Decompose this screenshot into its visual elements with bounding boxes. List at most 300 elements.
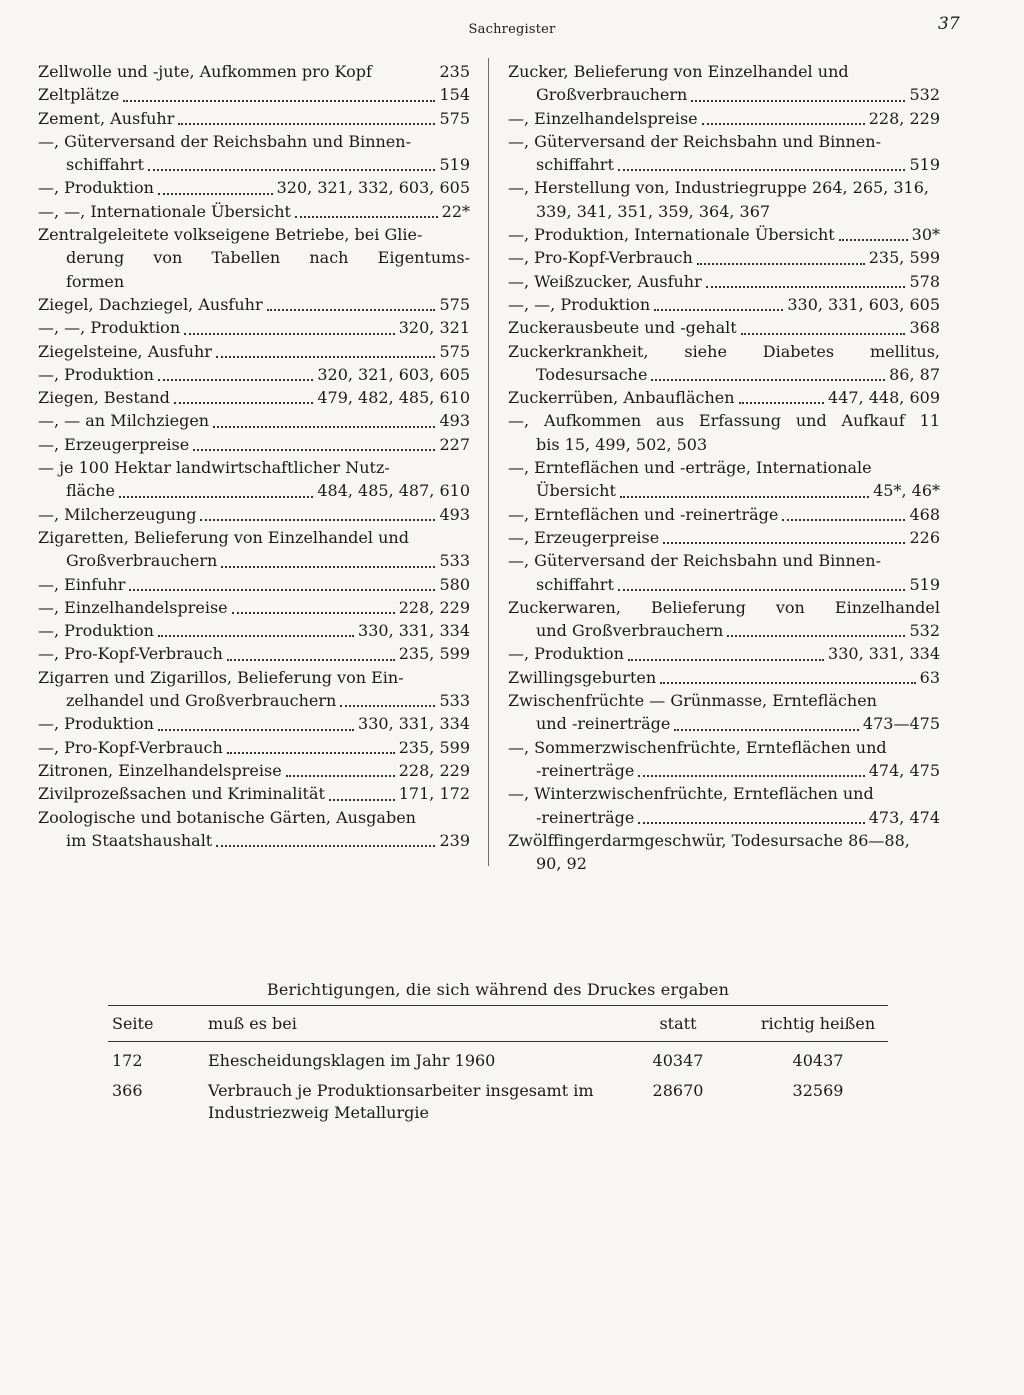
entry-text: —, Pro-Kopf-Verbrauch <box>508 248 693 268</box>
entry-pages: 533 <box>439 551 470 571</box>
index-entry-line <box>508 293 940 316</box>
index-entry <box>508 526 940 549</box>
index-entry <box>38 200 470 223</box>
entry-pages: 235, 599 <box>398 644 470 664</box>
dot-leader <box>213 426 435 428</box>
entry-text: —, Erzeugerpreise <box>38 434 190 454</box>
index-entry <box>38 503 470 526</box>
entry-text: Zucker, Belieferung von Einzelhandel und <box>508 62 849 81</box>
entry-pages: 493 <box>439 411 470 431</box>
entry-text: formen <box>66 271 125 291</box>
index-entry <box>508 666 940 689</box>
entry-text: —, Produktion <box>38 714 154 734</box>
header-page: Seite <box>112 1014 154 1033</box>
index-entry <box>508 689 940 736</box>
dot-leader <box>193 449 435 451</box>
entry-pages: 227 <box>439 434 470 454</box>
index-entry-line <box>38 596 470 619</box>
index-entry-line <box>508 736 940 759</box>
entry-text: —, Pro-Kopf-Verbrauch <box>38 737 223 757</box>
index-entry <box>508 293 940 316</box>
index-entry-line <box>38 479 470 502</box>
entry-pages: 330, 331, 334 <box>828 644 940 664</box>
entry-text: Zentralgeleitete volkseigene Betriebe, bei Glie- <box>38 225 423 245</box>
index-entry-line <box>38 689 470 712</box>
entry-text: Zuckerwaren, Belieferung von Einzelhandel <box>508 597 940 617</box>
entry-pages: 479, 482, 485, 610 <box>317 388 470 408</box>
page-number: 37 <box>938 14 960 34</box>
dot-leader <box>221 566 435 568</box>
header-statt: statt <box>659 1014 697 1033</box>
entry-text: —, Weißzucker, Ausfuhr <box>508 271 702 291</box>
index-column-left <box>38 60 470 852</box>
entry-text: —, —, Produktion <box>508 294 651 314</box>
entry-text: -reinerträge <box>536 807 635 827</box>
entry-text: schiffahrt <box>66 155 144 175</box>
entry-pages: 235, 599 <box>868 248 940 268</box>
entry-text: 339, 341, 351, 359, 364, 367 <box>536 201 771 221</box>
index-entry-line <box>508 596 940 619</box>
entry-pages: 239 <box>439 830 470 850</box>
index-entry-line <box>508 829 940 852</box>
entry-text: Zwischenfrüchte — Grünmasse, Ernteflächen <box>508 691 877 711</box>
entry-text: -reinerträge <box>536 760 635 780</box>
index-entry-line <box>38 549 470 572</box>
dot-leader <box>727 635 905 637</box>
dot-leader <box>839 239 908 241</box>
index-entry-line <box>508 340 940 363</box>
entry-text: schiffahrt <box>536 155 614 175</box>
index-entry <box>38 806 470 853</box>
dot-leader <box>119 496 313 498</box>
index-entry <box>508 829 940 876</box>
entry-text: —, Ernteflächen und -reinerträge <box>508 504 779 524</box>
index-entry <box>38 176 470 199</box>
dot-leader <box>267 309 436 311</box>
dot-leader <box>158 635 354 637</box>
entry-pages: 330, 331, 603, 605 <box>787 294 940 314</box>
entry-pages: 63 <box>919 667 940 687</box>
index-entry-line <box>508 153 940 176</box>
entry-text: und -reinerträge <box>536 714 671 734</box>
entry-text: —, Milcherzeugung <box>38 504 197 524</box>
entry-text: Zellwolle und -jute, Aufkommen pro Kopf <box>38 62 372 81</box>
index-entry <box>508 223 940 246</box>
entry-pages: 575 <box>439 108 470 128</box>
entry-pages: 30* <box>911 225 940 245</box>
entry-text: —, Ernteflächen und -erträge, Internationale <box>508 458 872 478</box>
index-entry-line <box>38 340 470 363</box>
index-entry <box>508 107 940 130</box>
index-entry-line <box>38 130 470 153</box>
index-entry-line <box>38 759 470 782</box>
index-entry-line <box>38 712 470 735</box>
table-row <box>108 1072 888 1124</box>
entry-pages: 320, 321, 603, 605 <box>317 364 470 384</box>
entry-text: Zement, Ausfuhr <box>38 108 175 128</box>
index-entry-line <box>38 153 470 176</box>
entry-text: —, Winterzwischenfrüchte, Ernteflächen und <box>508 784 874 804</box>
index-entry-line <box>38 829 470 852</box>
row-text: Ehescheidungsklagen im Jahr 1960 <box>208 1051 496 1070</box>
entry-pages: 533 <box>439 691 470 711</box>
index-entry-line <box>508 666 940 689</box>
dot-leader <box>158 379 313 381</box>
index-entry-line <box>38 223 470 246</box>
entry-pages: 519 <box>909 155 940 175</box>
index-entry-line <box>508 83 940 106</box>
entry-text: —, Aufkommen aus Erfassung und Aufkauf 11 <box>508 411 940 431</box>
index-entry-line <box>38 573 470 596</box>
dot-leader <box>702 123 865 125</box>
entry-text: 90, 92 <box>536 854 587 874</box>
index-entry-line <box>508 806 940 829</box>
index-entry <box>508 782 940 829</box>
index-entry-line <box>508 479 940 502</box>
index-entry-line <box>508 526 940 549</box>
index-entry-line <box>508 60 940 83</box>
corrections-header-row <box>108 1006 888 1041</box>
entry-text: und Großverbrauchern <box>536 621 724 641</box>
entry-text: Großverbrauchern <box>536 85 688 105</box>
index-entry-line <box>38 363 470 386</box>
entry-text: —, Sommerzwischenfrüchte, Ernteflächen und <box>508 737 887 757</box>
entry-text: —, Produktion <box>508 644 624 664</box>
entry-text: Ziegen, Bestand <box>38 388 170 408</box>
index-entry <box>508 736 940 783</box>
index-entry <box>508 60 940 107</box>
entry-text: —, Güterversand der Reichsbahn und Binnen- <box>508 131 881 151</box>
dot-leader <box>638 822 864 824</box>
table-row <box>108 1042 888 1072</box>
index-entry-line <box>38 293 470 316</box>
index-entry <box>38 456 470 503</box>
index-entry-line <box>38 736 470 759</box>
entry-text: zelhandel und Großverbrauchern <box>66 691 337 711</box>
index-entry <box>38 573 470 596</box>
entry-text: —, Güterversand der Reichsbahn und Binnen- <box>508 551 881 571</box>
index-entry-line <box>508 433 940 456</box>
entry-text: im Staatshaushalt <box>66 830 213 850</box>
row-richtig: 40437 <box>792 1051 844 1070</box>
index-entry-line <box>38 619 470 642</box>
index-entry-line <box>38 503 470 526</box>
dot-leader <box>706 286 906 288</box>
header-text: muß es bei <box>208 1014 297 1033</box>
entry-pages: 320, 321 <box>398 318 470 338</box>
index-entry-line <box>38 200 470 223</box>
index-entry-line <box>38 246 470 269</box>
index-entry-line <box>38 456 470 479</box>
index-entry <box>508 246 940 269</box>
index-entry-line <box>508 642 940 665</box>
index-column-right <box>508 60 940 875</box>
index-entry <box>38 596 470 619</box>
index-entry-line <box>508 456 940 479</box>
index-entry-line <box>38 409 470 432</box>
index-entry <box>508 456 940 503</box>
index-entry-line <box>508 316 940 339</box>
index-entry-line <box>508 176 940 199</box>
index-entry-line <box>508 852 940 875</box>
entry-pages: 447, 448, 609 <box>828 388 940 408</box>
entry-pages: 474, 475 <box>868 760 940 780</box>
index-entry-line <box>38 806 470 829</box>
entry-text: —, —, Produktion <box>38 318 181 338</box>
entry-pages: 235, 599 <box>398 737 470 757</box>
entry-pages: 45*, 46* <box>873 481 940 501</box>
entry-pages: 330, 331, 334 <box>358 714 470 734</box>
index-entry <box>508 642 940 665</box>
index-entry-line <box>38 433 470 456</box>
entry-text: —, Produktion <box>38 178 154 198</box>
index-entry <box>38 712 470 735</box>
index-entry-line <box>508 200 940 223</box>
entry-text: bis 15, 499, 502, 503 <box>536 434 708 454</box>
index-entry <box>508 316 940 339</box>
dot-leader <box>158 193 273 195</box>
index-entry <box>38 223 470 293</box>
index-entry <box>38 363 470 386</box>
index-entry-line <box>38 386 470 409</box>
index-entry <box>508 386 940 409</box>
entry-pages: 330, 331, 334 <box>358 621 470 641</box>
index-entry <box>508 176 940 223</box>
entry-text: —, — an Milchziegen <box>38 411 210 431</box>
entry-text: —, Produktion <box>38 621 154 641</box>
entry-pages: 473—475 <box>862 714 940 734</box>
entry-pages: 368 <box>909 318 940 338</box>
index-entry <box>38 316 470 339</box>
dot-leader <box>638 775 864 777</box>
dot-leader <box>148 169 436 171</box>
entry-pages: 580 <box>439 574 470 594</box>
dot-leader <box>232 612 395 614</box>
dot-leader <box>651 379 885 381</box>
entry-pages: 519 <box>439 155 470 175</box>
entry-pages: 532 <box>909 621 940 641</box>
dot-leader <box>216 356 436 358</box>
entry-text: Ziegel, Dachziegel, Ausfuhr <box>38 294 263 314</box>
row-statt: 40347 <box>652 1051 704 1070</box>
index-entry-line <box>38 316 470 339</box>
entry-text: Zeltplätze <box>38 85 120 105</box>
dot-leader <box>741 333 906 335</box>
index-entry-line <box>38 666 470 689</box>
entry-pages: 493 <box>439 504 470 524</box>
entry-text: —, —, Internationale Übersicht <box>38 201 291 221</box>
entry-text: —, Einzelhandelspreise <box>508 108 698 128</box>
entry-pages: 468 <box>909 504 940 524</box>
dot-leader <box>340 705 435 707</box>
index-entry <box>38 736 470 759</box>
entry-text: Zuckerrüben, Anbauflächen <box>508 388 735 408</box>
dot-leader <box>178 123 435 125</box>
entry-pages: 575 <box>439 294 470 314</box>
dot-leader <box>174 402 313 404</box>
dot-leader <box>654 309 783 311</box>
row-richtig: 32569 <box>792 1081 844 1100</box>
entry-text: Zivilprozeßsachen und Kriminalität <box>38 784 325 804</box>
dot-leader <box>691 100 905 102</box>
index-entry <box>38 759 470 782</box>
dot-leader <box>123 100 435 102</box>
entry-text: Zuckerkrankheit, siehe Diabetes mellitus, <box>508 341 940 361</box>
dot-leader <box>329 799 395 801</box>
index-entry-line <box>508 503 940 526</box>
entry-pages: 578 <box>909 271 940 291</box>
index-entry <box>508 409 940 456</box>
entry-pages: 171, 172 <box>398 784 470 804</box>
entry-text: derung von Tabellen nach Eigentums- <box>66 248 470 268</box>
running-head: Sachregister <box>468 22 556 37</box>
entry-text: Todesursache <box>536 364 648 384</box>
entry-text: schiffahrt <box>536 574 614 594</box>
entry-pages: 22* <box>441 201 470 221</box>
index-entry-line <box>508 246 940 269</box>
index-entry-line <box>508 130 940 153</box>
entry-pages: 228, 229 <box>398 760 470 780</box>
dot-leader <box>663 542 905 544</box>
index-entry-line <box>508 689 940 712</box>
index-entry <box>38 293 470 316</box>
index-entry <box>38 340 470 363</box>
dot-leader <box>618 589 906 591</box>
entry-text: Großverbrauchern <box>66 551 218 571</box>
entry-pages: 519 <box>909 574 940 594</box>
dot-leader <box>184 333 395 335</box>
entry-pages: 228, 229 <box>868 108 940 128</box>
index-entry <box>38 130 470 177</box>
entry-pages: 532 <box>909 85 940 105</box>
index-entry-line <box>38 270 470 293</box>
dot-leader <box>620 496 869 498</box>
entry-text: Zigaretten, Belieferung von Einzelhandel und <box>38 527 409 547</box>
index-entry <box>38 619 470 642</box>
header-richtig: richtig heißen <box>760 1014 876 1033</box>
index-entry-line <box>38 176 470 199</box>
dot-leader <box>286 775 395 777</box>
index-entry-line <box>38 782 470 805</box>
index-entry <box>38 107 470 130</box>
row-text: Verbrauch je Produktionsarbeiter insgesamt im Industriezweig Metallurgie <box>208 1081 594 1122</box>
dot-leader <box>227 659 395 661</box>
index-entry <box>508 549 940 596</box>
entry-text: —, Herstellung von, Industriegruppe 264, 265, 316, <box>508 178 929 198</box>
entry-text: —, Güterversand der Reichsbahn und Binnen- <box>38 131 411 151</box>
index-entry <box>38 386 470 409</box>
dot-leader <box>158 729 354 731</box>
index-entry <box>38 433 470 456</box>
index-entry-line <box>508 619 940 642</box>
dot-leader <box>216 845 435 847</box>
row-statt: 28670 <box>652 1081 704 1100</box>
entry-text: —, Erzeugerpreise <box>508 527 660 547</box>
index-entry <box>38 642 470 665</box>
corrections-title: Berichtigungen, die sich während des Druckes ergaben <box>266 980 730 999</box>
index-entry <box>38 782 470 805</box>
index-entry <box>508 270 940 293</box>
index-entry-line <box>508 107 940 130</box>
index-entry-line <box>38 642 470 665</box>
dot-leader <box>618 169 906 171</box>
entry-text: Ziegelsteine, Ausfuhr <box>38 341 212 361</box>
entry-pages: 228, 229 <box>398 597 470 617</box>
index-entry-line <box>508 712 940 735</box>
dot-leader <box>660 682 915 684</box>
entry-pages: 86, 87 <box>889 364 940 384</box>
index-entry-line <box>508 409 940 432</box>
dot-leader <box>739 402 825 404</box>
entry-text: — je 100 Hektar landwirtschaftlicher Nutz- <box>38 458 390 478</box>
index-entry-line <box>508 223 940 246</box>
entry-pages: 235 <box>439 62 470 81</box>
dot-leader <box>697 263 865 265</box>
entry-pages: 473, 474 <box>868 807 940 827</box>
entry-text: —, Pro-Kopf-Verbrauch <box>38 644 223 664</box>
index-entry <box>508 503 940 526</box>
entry-text: —, Einzelhandelspreise <box>38 597 228 617</box>
entry-pages: 575 <box>439 341 470 361</box>
index-entry-line <box>38 60 470 83</box>
index-entry-line <box>508 270 940 293</box>
entry-text: Zitronen, Einzelhandelspreise <box>38 760 282 780</box>
index-entry <box>38 409 470 432</box>
dot-leader <box>200 519 435 521</box>
index-entry-line <box>38 83 470 106</box>
index-entry-line <box>508 759 940 782</box>
entry-pages: 226 <box>909 527 940 547</box>
index-entry-line <box>508 363 940 386</box>
entry-text: fläche <box>66 481 115 501</box>
entry-text: Zigarren und Zigarillos, Belieferung von Ein- <box>38 667 404 687</box>
column-divider <box>488 58 489 866</box>
dot-leader <box>227 752 395 754</box>
row-page: 172 <box>112 1051 143 1070</box>
entry-text: Zuckerausbeute und -gehalt <box>508 318 737 338</box>
entry-text: Zwillingsgeburten <box>508 667 657 687</box>
dot-leader <box>295 216 438 218</box>
index-entry <box>508 130 940 177</box>
entry-text: —, Einfuhr <box>38 574 126 594</box>
index-entry <box>38 60 470 83</box>
entry-text: Übersicht <box>536 481 616 501</box>
dot-leader <box>129 589 435 591</box>
corrections-section <box>108 980 888 1124</box>
entry-pages: 484, 485, 487, 610 <box>317 481 470 501</box>
row-page: 366 <box>112 1081 143 1100</box>
index-entry <box>508 340 940 387</box>
index-entry <box>508 596 940 643</box>
index-entry-line <box>508 782 940 805</box>
dot-leader <box>782 519 905 521</box>
index-entry-line <box>508 573 940 596</box>
index-entry-line <box>508 549 940 572</box>
entry-pages: 320, 321, 332, 603, 605 <box>276 178 470 198</box>
index-entry <box>38 83 470 106</box>
entry-text: —, Produktion, Internationale Übersicht <box>508 225 835 245</box>
entry-text: Zwölffingerdarmgeschwür, Todesursache 86—88, <box>508 830 910 850</box>
index-entry <box>38 666 470 713</box>
dot-leader <box>628 659 824 661</box>
index-entry <box>38 526 470 573</box>
dot-leader <box>674 729 859 731</box>
index-entry-line <box>38 526 470 549</box>
entry-pages: 154 <box>439 85 470 105</box>
entry-text: Zoologische und botanische Gärten, Ausgaben <box>38 807 416 827</box>
index-entry-line <box>38 107 470 130</box>
entry-text: —, Produktion <box>38 364 154 384</box>
